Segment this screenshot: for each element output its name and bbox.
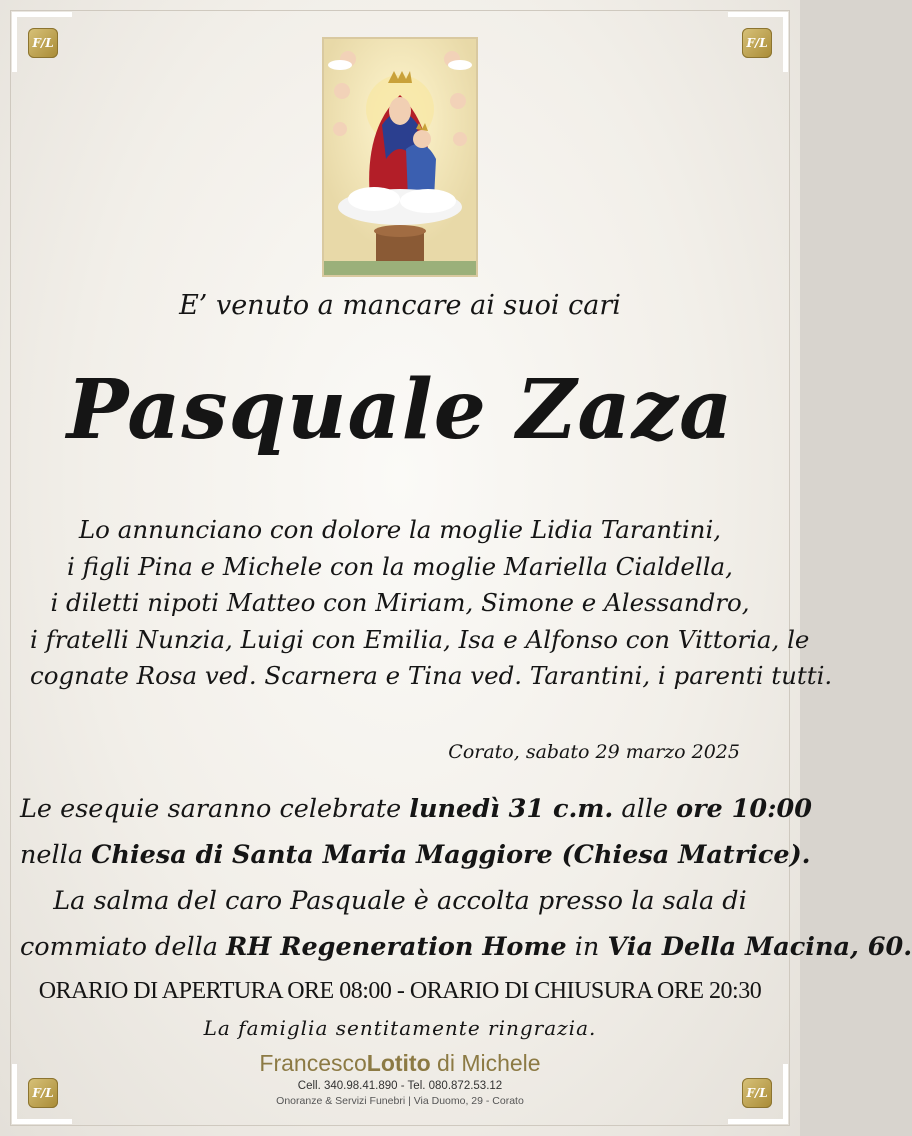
funeral-church: Chiesa di Santa Maria Maggiore (Chiesa Matrice). (91, 840, 811, 870)
announcement-line: cognate Rosa ved. Scarnera e Tina ved. Tarantini, i parenti tutti. (30, 661, 833, 690)
funeral-home: RH Regeneration Home (226, 932, 567, 962)
funeral-details (20, 786, 912, 970)
agency-logo-icon: F/L (28, 1078, 58, 1108)
funeral-line-1: Le esequie saranno celebrate lunedì 31 c.m. alle ore 10:00 (20, 794, 813, 824)
corner-ornament-top-right (722, 18, 782, 78)
funeral-line-4: commiato della RH Regeneration Home in Via Della Macina, 60. (20, 932, 912, 962)
agency-name: FrancescoLotito di Michele (259, 1050, 541, 1076)
family-thanks: La famiglia sentitamente ringrazia. (203, 1016, 597, 1040)
announcement-line: i fratelli Nunzia, Luigi con Emilia, Isa e Alfonso con Vittoria, le (30, 624, 810, 654)
announcement-text (30, 512, 833, 695)
funeral-line-3: La salma del caro Pasquale è accolta presso la sala di (53, 886, 747, 916)
announcement-line: Lo annunciano con dolore la moglie Lidia Tarantini, (78, 515, 722, 544)
agency-phones: Cell. 340.98.41.890 - Tel. 080.872.53.12 (297, 1080, 503, 1092)
intro-text: E’ venuto a mancare ai suoi cari (179, 290, 621, 321)
opening-hours: ORARIO DI APERTURA ORE 08:00 - ORARIO DI CHIUSURA ORE 20:30 (38, 978, 762, 1004)
deceased-name: Pasquale Zaza (66, 362, 734, 458)
announcement-line: i diletti nipoti Matteo con Miriam, Simone e Alessandro, (50, 588, 750, 617)
agency-logo-icon: F/L (28, 28, 58, 58)
funeral-day: lunedì 31 c.m. (409, 794, 614, 824)
corner-ornament-top-left (18, 18, 78, 78)
agency-logo-icon: F/L (742, 1078, 772, 1108)
agency-services: Onoranze & Servizi Funebri | Via Duomo, 29 - Corato (276, 1095, 524, 1107)
agency-logo-icon: F/L (742, 28, 772, 58)
funeral-line-2: nella Chiesa di Santa Maria Maggiore (Chiesa Matrice). (20, 840, 811, 870)
madonna-with-child-icon (322, 37, 478, 277)
place-date: Corato, sabato 29 marzo 2025 (448, 741, 740, 763)
announcement-line: i figli Pina e Michele con la moglie Mariella Cialdella, (67, 551, 733, 581)
funeral-address: Via Della Macina, 60. (607, 932, 912, 962)
funeral-time: ore 10:00 (676, 794, 813, 824)
